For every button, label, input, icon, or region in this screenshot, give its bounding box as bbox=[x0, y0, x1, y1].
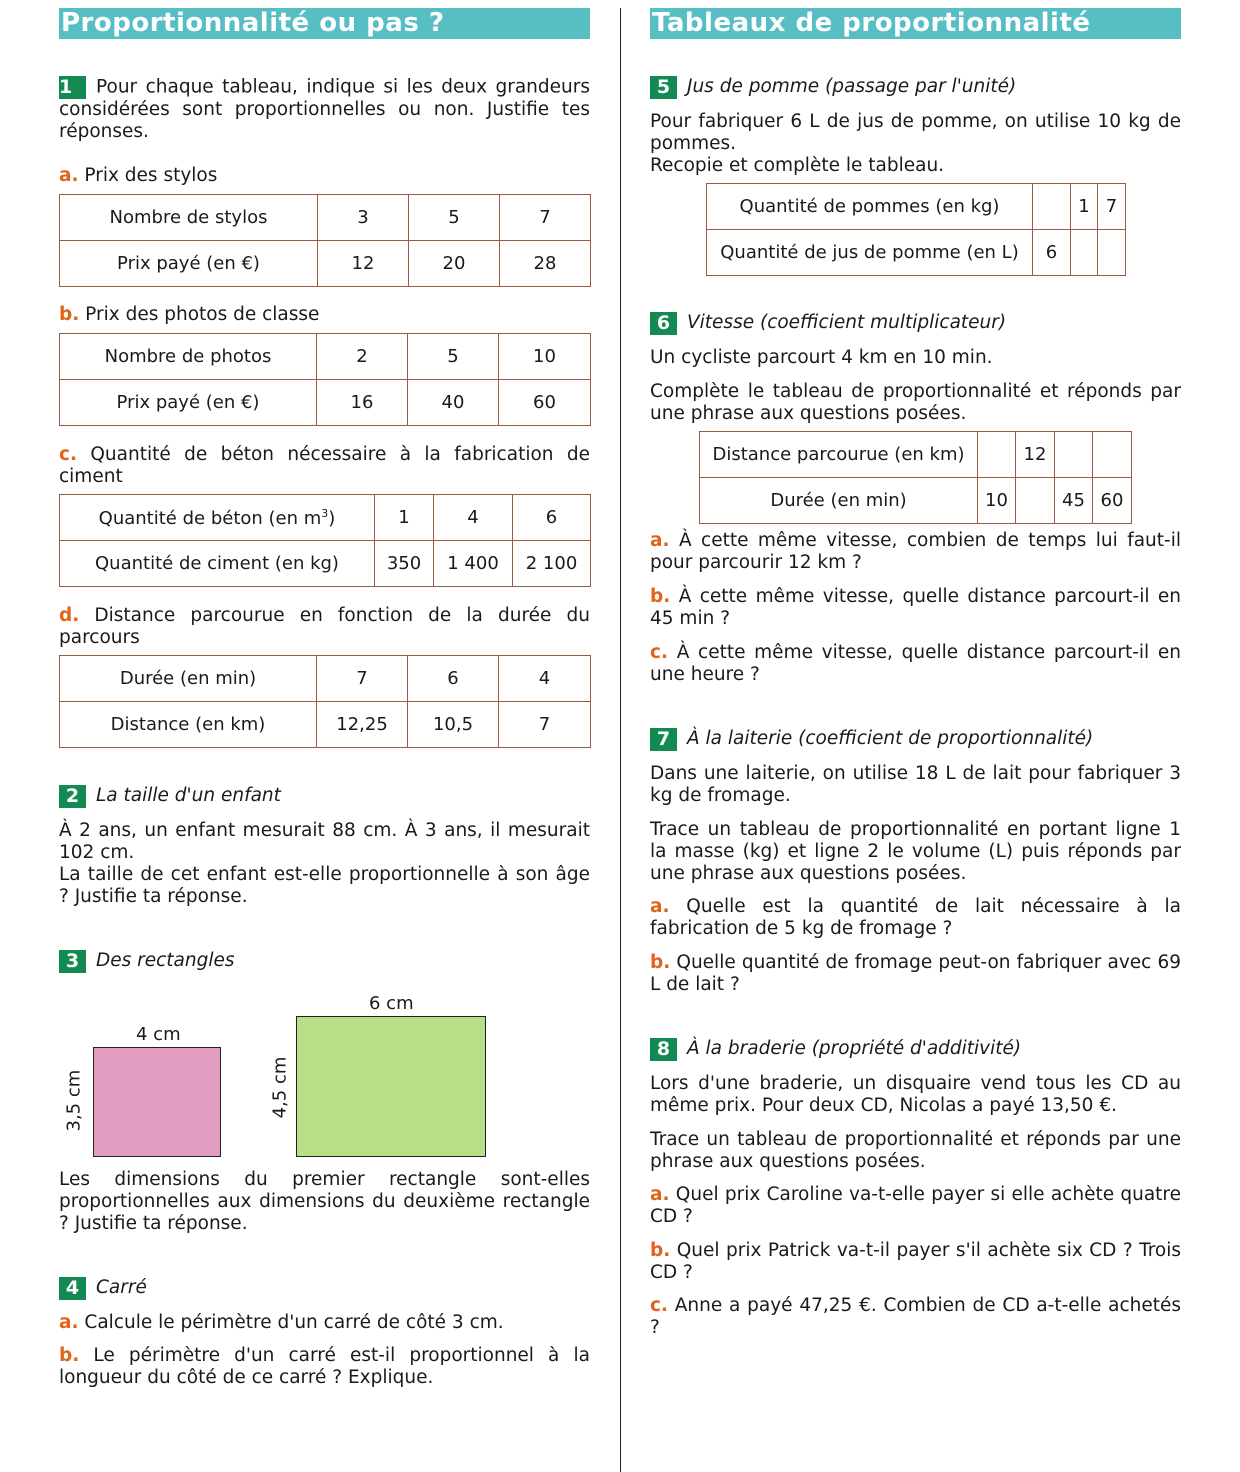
table-cell: 60 bbox=[1093, 478, 1132, 524]
ex1c-label: c. Quantité de béton nécessaire à la fabrication de ciment bbox=[59, 444, 590, 487]
table-cell: 2 bbox=[317, 334, 408, 380]
table-cell bbox=[1093, 432, 1132, 478]
table-cell: 3 bbox=[318, 195, 409, 241]
ex6-number: 6 bbox=[650, 312, 677, 335]
ex7-number: 7 bbox=[650, 728, 677, 751]
ex4a: a. Calcule le périmètre d'un carré de côté 3 cm. bbox=[59, 1312, 504, 1333]
table-cell: Prix payé (en €) bbox=[60, 380, 317, 426]
table-cell: 28 bbox=[500, 241, 591, 287]
table-cell: Quantité de pommes (en kg) bbox=[707, 184, 1033, 230]
table-cell: 10 bbox=[978, 478, 1016, 524]
ex2-number: 2 bbox=[59, 785, 86, 808]
ex4-number: 4 bbox=[59, 1277, 86, 1300]
ex6a: a. À cette même vitesse, combien de temps lui faut-il pour parcourir 12 km ? bbox=[650, 530, 1181, 573]
table-cell: Prix payé (en €) bbox=[60, 241, 318, 287]
ex8-number: 8 bbox=[650, 1038, 677, 1061]
table-cell: 7 bbox=[1098, 184, 1126, 230]
ex3-question: Les dimensions du premier rectangle sont-elles proportionnelles aux dimensions du deuxième rectangle ? Justifie ta réponse. bbox=[59, 1169, 590, 1234]
rect1 bbox=[93, 1047, 221, 1157]
table-cell: 7 bbox=[500, 195, 591, 241]
ex1a-label: a. Prix des stylos bbox=[59, 165, 218, 186]
ex5-text-2: Recopie et complète le tableau. bbox=[650, 155, 945, 176]
table-cell: Distance parcourue (en km) bbox=[700, 432, 978, 478]
table-cell: 1 bbox=[1071, 184, 1098, 230]
ex8b: b. Quel prix Patrick va-t-il payer s'il achète six CD ? Trois CD ? bbox=[650, 1240, 1181, 1283]
ex1a-table bbox=[59, 194, 591, 287]
table-cell: 4 bbox=[434, 495, 513, 541]
right-section-title: Tableaux de proportionnalité bbox=[650, 8, 1181, 39]
table-cell: 1 bbox=[375, 495, 434, 541]
ex2-text-2: La taille de cet enfant est-elle proportionnelle à son âge ? Justifie ta réponse. bbox=[59, 864, 590, 907]
table-cell: Durée (en min) bbox=[700, 478, 978, 524]
table-cell: Distance (en km) bbox=[60, 702, 317, 748]
ex2-heading: 2 La taille d'un enfant bbox=[59, 784, 590, 808]
table-cell: 2 100 bbox=[513, 541, 591, 587]
table-cell: 60 bbox=[499, 380, 591, 426]
rect2 bbox=[296, 1016, 486, 1157]
table-cell: 45 bbox=[1055, 478, 1093, 524]
table-cell: 1 400 bbox=[434, 541, 513, 587]
ex1d-label: d. Distance parcourue en fonction de la durée du parcours bbox=[59, 605, 590, 648]
ex4-heading: 4 Carré bbox=[59, 1276, 590, 1300]
ex1b-table bbox=[59, 333, 591, 426]
rect1-width-label: 4 cm bbox=[136, 1024, 181, 1045]
table-cell: Quantité de béton (en $m^3$) bbox=[60, 495, 375, 541]
ex2-text-1: À 2 ans, un enfant mesurait 88 cm. À 3 ans, il mesurait 102 cm. bbox=[59, 820, 590, 863]
table-cell: 12,25 bbox=[317, 702, 408, 748]
ex8a: a. Quel prix Caroline va-t-elle payer si elle achète quatre CD ? bbox=[650, 1184, 1181, 1227]
table-cell: 5 bbox=[408, 334, 499, 380]
table-cell: 6 bbox=[1033, 230, 1071, 276]
ex3-heading: 3 Des rectangles bbox=[59, 949, 590, 973]
ex6-table bbox=[699, 431, 1132, 524]
ex5-text-1: Pour fabriquer 6 L de jus de pomme, on utilise 10 kg de pommes. bbox=[650, 111, 1181, 154]
ex6-text-2: Complète le tableau de proportionnalité et réponds par une phrase aux questions posées. bbox=[650, 381, 1181, 424]
ex5-heading: 5 Jus de pomme (passage par l'unité) bbox=[650, 75, 1181, 99]
left-section-title: Proportionnalité ou pas ? bbox=[59, 8, 590, 39]
table-cell: 10 bbox=[499, 334, 591, 380]
ex1d-table bbox=[59, 655, 591, 748]
ex5-table bbox=[706, 183, 1126, 276]
table-cell: 6 bbox=[408, 656, 499, 702]
rect1-height-label: 3,5 cm bbox=[63, 1069, 85, 1132]
table-cell: 16 bbox=[317, 380, 408, 426]
table-cell bbox=[1016, 478, 1055, 524]
table-cell: 20 bbox=[409, 241, 500, 287]
table-cell bbox=[1071, 230, 1098, 276]
table-cell: 12 bbox=[318, 241, 409, 287]
table-cell: Quantité de ciment (en kg) bbox=[60, 541, 375, 587]
ex6c: c. À cette même vitesse, quelle distance parcourt-il en une heure ? bbox=[650, 642, 1181, 685]
table-cell: 10,5 bbox=[408, 702, 499, 748]
rect2-height-label: 4,5 cm bbox=[269, 1056, 291, 1119]
ex7-heading: 7 À la laiterie (coefficient de proportionnalité) bbox=[650, 727, 1181, 751]
ex6-heading: 6 Vitesse (coefficient multiplicateur) bbox=[650, 311, 1181, 335]
ex8-text-2: Trace un tableau de proportionnalité et réponds par une phrase aux questions posées. bbox=[650, 1129, 1181, 1172]
ex7a: a. Quelle est la quantité de lait nécessaire à la fabrication de 5 kg de fromage ? bbox=[650, 896, 1181, 939]
table-cell: 4 bbox=[499, 656, 591, 702]
ex1-number: 1 bbox=[59, 76, 86, 99]
table-cell: 350 bbox=[375, 541, 434, 587]
ex1c-table bbox=[59, 494, 591, 587]
table-cell: Durée (en min) bbox=[60, 656, 317, 702]
ex4b: b. Le périmètre d'un carré est-il proportionnel à la longueur du côté de ce carré ? Explique. bbox=[59, 1345, 590, 1388]
ex8-text-1: Lors d'une braderie, un disquaire vend tous les CD au même prix. Pour deux CD, Nicolas a payé 13,50 €. bbox=[650, 1073, 1181, 1116]
table-cell: Nombre de photos bbox=[60, 334, 317, 380]
ex3-number: 3 bbox=[59, 950, 86, 973]
table-cell: 7 bbox=[317, 656, 408, 702]
ex7-text-2: Trace un tableau de proportionnalité en portant ligne 1 la masse (kg) et ligne 2 le volume (L) puis réponds par une phrase aux questions posées. bbox=[650, 819, 1181, 884]
ex8c: c. Anne a payé 47,25 €. Combien de CD a-t-elle achetés ? bbox=[650, 1295, 1181, 1338]
table-cell bbox=[1055, 432, 1093, 478]
table-cell: 7 bbox=[499, 702, 591, 748]
table-cell bbox=[978, 432, 1016, 478]
table-cell: Nombre de stylos bbox=[60, 195, 318, 241]
ex5-number: 5 bbox=[650, 76, 677, 99]
table-cell bbox=[1098, 230, 1126, 276]
ex6b: b. À cette même vitesse, quelle distance parcourt-il en 45 min ? bbox=[650, 586, 1181, 629]
table-cell: 12 bbox=[1016, 432, 1055, 478]
ex8-heading: 8 À la braderie (propriété d'additivité) bbox=[650, 1037, 1181, 1061]
table-cell: 6 bbox=[513, 495, 591, 541]
table-cell: 5 bbox=[409, 195, 500, 241]
ex7b: b. Quelle quantité de fromage peut-on fabriquer avec 69 L de lait ? bbox=[650, 952, 1181, 995]
table-cell bbox=[1033, 184, 1071, 230]
rect2-width-label: 6 cm bbox=[369, 993, 414, 1014]
ex6-text-1: Un cycliste parcourt 4 km en 10 min. bbox=[650, 347, 993, 368]
table-cell: 40 bbox=[408, 380, 499, 426]
column-divider bbox=[620, 8, 621, 1472]
table-cell: Quantité de jus de pomme (en L) bbox=[707, 230, 1033, 276]
ex1b-label: b. Prix des photos de classe bbox=[59, 304, 320, 325]
ex1-intro: 1 Pour chaque tableau, indique si les deux grandeurs considérées sont proportionnelles ou non. Justifie tes réponses. bbox=[59, 76, 590, 142]
ex7-text-1: Dans une laiterie, on utilise 18 L de lait pour fabriquer 3 kg de fromage. bbox=[650, 763, 1181, 806]
